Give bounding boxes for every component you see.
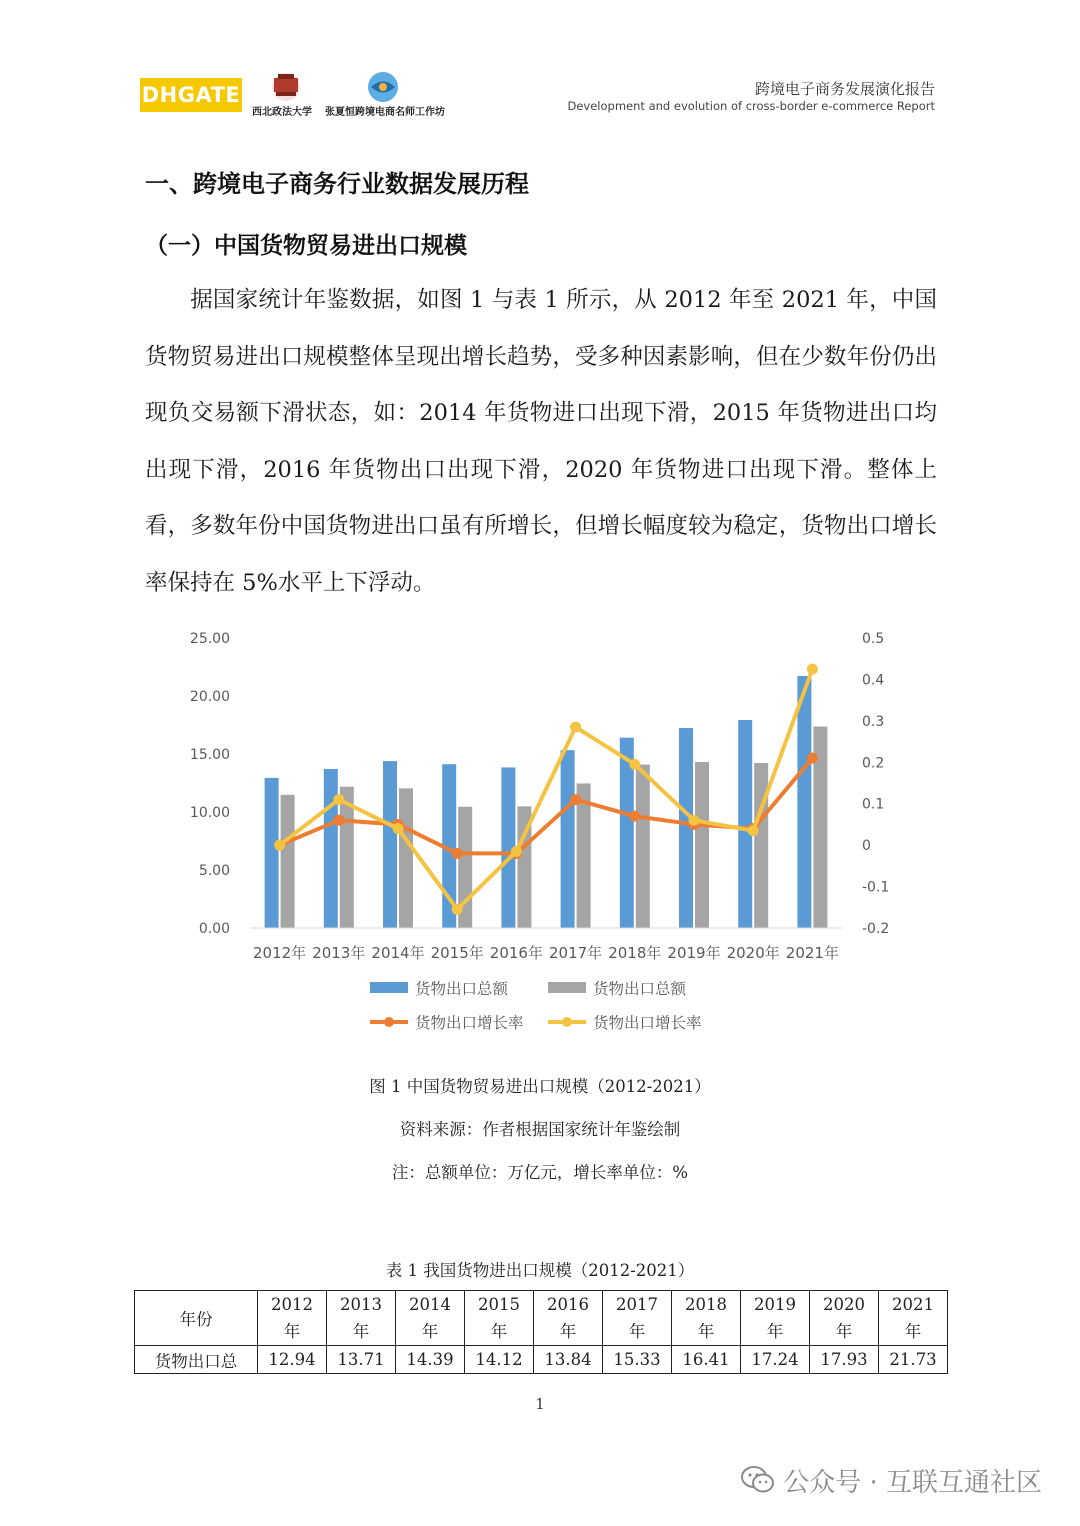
legend-marker [384,1017,394,1027]
table-cell: 14.12 [465,1346,534,1374]
line-point [807,753,818,764]
bar [738,720,752,928]
year-suffix: 年 [697,1322,715,1341]
bar [797,676,811,928]
y-left-tick-label: 25.00 [189,631,230,647]
figure-note: 注：总额单位：万亿元，增长率单位：% [391,1163,689,1182]
year-value: 2017 [616,1295,658,1314]
bar [754,763,768,928]
year-suffix: 年 [559,1322,577,1341]
table-cell: 12.94 [258,1346,327,1374]
line-point [274,840,285,851]
year-suffix: 年 [352,1322,370,1341]
y-right-tick-label: 0.2 [862,755,885,772]
table-year-cell [534,1291,603,1346]
studio-logo [365,70,401,104]
year-value: 2012 [271,1295,313,1314]
category-label: 2018年 [608,944,662,962]
dhgate-logo: DHGATE [140,78,242,112]
bar [265,778,279,928]
studio-name: 张夏恒跨境电商名师工作坊 [325,107,445,118]
category-label: 2019年 [667,944,721,962]
y-left-tick-label: 5.00 [198,863,230,879]
figure-caption: 图 1 中国货物贸易进出口规模（2012-2021） [369,1077,711,1096]
year-value: 2021 [892,1295,934,1314]
line-point [511,846,522,857]
line-point [629,759,640,770]
university-name: 西北政法大学 [252,107,312,118]
legend-swatch [548,982,586,993]
table-year-cell [327,1291,396,1346]
bar [281,795,295,928]
y-right-tick-label: -0.2 [862,921,890,937]
year-value: 2014 [409,1295,451,1314]
line-point [629,811,640,822]
subsection-heading: （一）中国货物贸易进出口规模 [145,232,467,259]
year-suffix: 年 [835,1322,853,1341]
wechat-icon [741,1466,775,1501]
table-cell: 17.93 [810,1346,879,1374]
legend-swatch [370,982,408,993]
table-year-cell [879,1291,948,1346]
category-label: 2015年 [430,944,484,962]
table-year-cell [258,1291,327,1346]
table-header-year: 年份 [135,1291,258,1346]
trade-chart [170,620,890,1050]
table-year-cell [672,1291,741,1346]
year-value: 2019 [754,1295,796,1314]
year-value: 2016 [547,1295,589,1314]
line-point [333,815,344,826]
year-suffix: 年 [628,1322,646,1341]
year-suffix: 年 [283,1322,301,1341]
category-label: 2020年 [726,944,780,962]
table-cell: 21.73 [879,1346,948,1374]
line-point [452,904,463,915]
year-value: 2020 [823,1295,865,1314]
y-left-tick-label: 10.00 [189,805,230,821]
table-row [135,1291,948,1346]
y-right-tick-label: 0.4 [862,672,885,689]
year-suffix: 年 [766,1322,784,1341]
y-right-tick-label: 0.5 [862,631,885,647]
year-suffix: 年 [490,1322,508,1341]
y-right-tick-label: -0.1 [862,879,890,896]
category-label: 2014年 [371,944,425,962]
y-right-tick-label: 0 [862,838,871,855]
table-year-cell [741,1291,810,1346]
bar [324,769,338,928]
bar [695,762,709,928]
table-cell: 13.71 [327,1346,396,1374]
legend-label: 货物出口总额 [415,980,509,998]
legend-marker [562,1017,572,1027]
line-point [393,823,404,834]
watermark-text: 公众号 · 互联互通社区 [783,1468,1042,1498]
y-right-tick-label: 0.3 [862,713,885,730]
body-text: 据国家统计年鉴数据，如图 1 与表 1 所示，从 2012 年至 2021 年，中国货物贸易进出口规模整体呈现出增长趋势，受多种因素影响，但在少数年份仍出现负交易额下滑状态，如：2014 年货物进口出现下滑，2015 年货物进出口均出现下滑，2016 年货物出口出现下滑，2020 年货物进口出现下滑。整体上看，多数年份中国货物进出口虽有所增长，但增长幅度较为稳定，货物出口增长率保持在 5%水平上下浮动。 [145,287,937,596]
category-label: 2013年 [312,944,366,962]
table-cell: 13.84 [534,1346,603,1374]
line-point [570,722,581,733]
body-paragraph [145,272,937,611]
bar [383,761,397,928]
legend-label: 货物出口总额 [593,980,687,998]
category-label: 2012年 [253,944,307,962]
category-label: 2016年 [489,944,543,962]
table-cell: 14.39 [396,1346,465,1374]
year-suffix: 年 [421,1322,439,1341]
watermark [741,1462,1042,1501]
year-value: 2015 [478,1295,520,1314]
page-number: 1 [535,1395,545,1413]
table-row [135,1346,948,1374]
table-cell: 17.24 [741,1346,810,1374]
line-point [570,794,581,805]
category-label: 2017年 [549,944,603,962]
y-left-tick-label: 0.00 [198,921,230,937]
table-caption: 表 1 我国货物进出口规模（2012-2021） [385,1261,695,1280]
year-value: 2018 [685,1295,727,1314]
bar [399,788,413,928]
table-year-cell [603,1291,672,1346]
table-year-cell [465,1291,534,1346]
y-right-tick-label: 0.1 [862,796,885,813]
line-point [452,848,463,859]
line-point [689,815,700,826]
line-point [333,794,344,805]
series-line [280,758,813,853]
y-left-tick-label: 15.00 [189,747,230,763]
line-point [807,664,818,675]
report-title: 跨境电子商务发展演化报告 [754,80,935,98]
y-left-tick-label: 20.00 [189,689,230,705]
report-subtitle: Development and evolution of cross-border e-commerce Report [567,99,935,113]
year-suffix: 年 [904,1322,922,1341]
category-label: 2021年 [785,944,839,962]
year-value: 2013 [340,1295,382,1314]
legend-label: 货物出口增长率 [415,1014,524,1032]
bar [561,750,575,928]
trade-table [134,1290,948,1374]
legend-label: 货物出口增长率 [593,1014,702,1032]
table-cell: 15.33 [603,1346,672,1374]
line-point [748,825,759,836]
table-year-cell [810,1291,879,1346]
table-row-label: 货物出口总 [135,1346,258,1374]
bar [636,765,650,928]
figure-source: 资料来源：作者根据国家统计年鉴绘制 [399,1120,681,1139]
table-year-cell [396,1291,465,1346]
series-line [280,669,813,909]
section-heading: 一、跨境电子商务行业数据发展历程 [145,169,529,198]
table-cell: 16.41 [672,1346,741,1374]
